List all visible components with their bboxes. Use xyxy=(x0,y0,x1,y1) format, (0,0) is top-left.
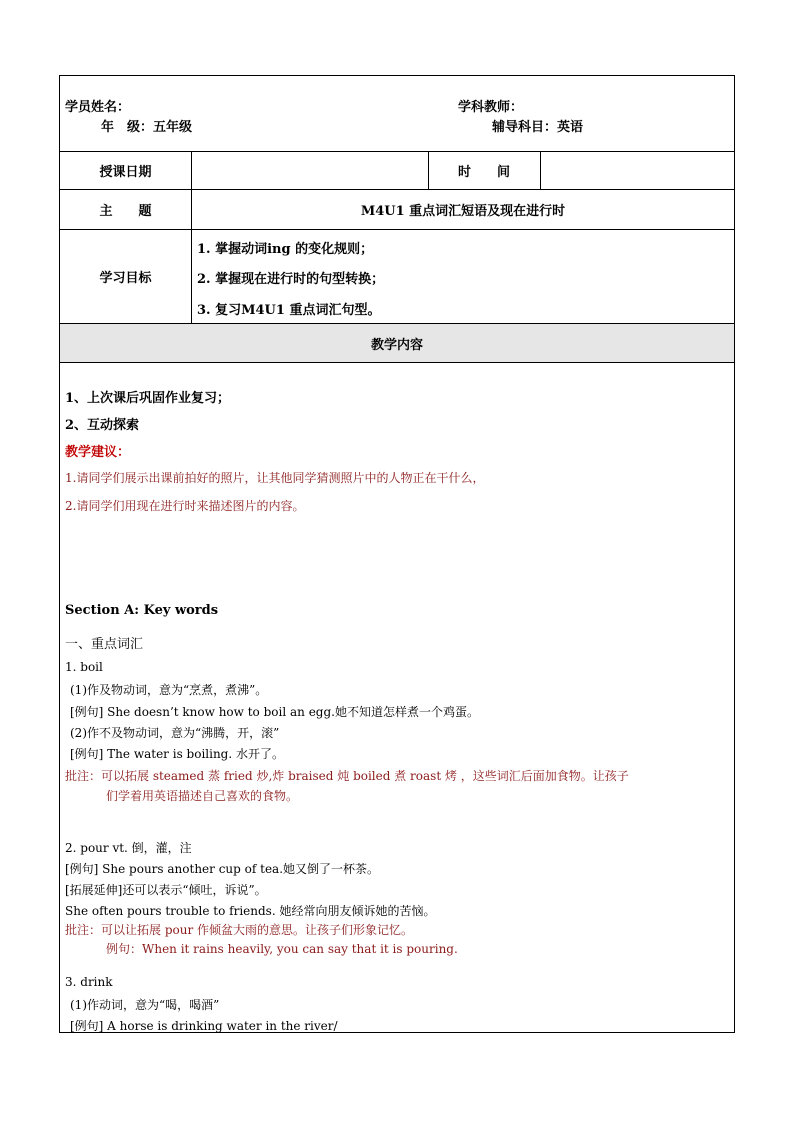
suggest-item: 1.请同学们展示出课前拍好的照片，让其他同学猜测照片中的人物正在干什么， xyxy=(65,471,485,485)
teacher-note: 批注：可以让拓展 pour 作倾盆大雨的意思。让孩子们形象记忆。 xyxy=(65,923,414,937)
teacher-note: 例句：When it rains heavily, you can say that it is pouring. xyxy=(106,942,458,956)
time-value xyxy=(540,152,735,189)
goal-item: 3. 复习M4U1 重点词汇句型。 xyxy=(197,303,381,318)
topic-row xyxy=(60,190,734,230)
content-label: 教学内容 xyxy=(370,337,423,353)
word-definition: (1)作动词，意为“喝，喝酒” xyxy=(70,998,220,1012)
step-review: 1、上次课后巩固作业复习； xyxy=(65,391,231,406)
topic-value: M4U1 重点词汇短语及现在进行时 xyxy=(360,204,566,219)
word-title: 2. pour vt. 倒，灌，注 xyxy=(65,841,192,855)
topic-label: 主 题 xyxy=(99,204,152,219)
word-example: She often pours trouble to friends. 她经常向朋友倾诉她的苦恼。 xyxy=(65,904,436,918)
goal-item: 1. 掌握动词ing 的变化规则； xyxy=(197,242,374,257)
word-extension: [拓展延伸]还可以表示“倾吐，诉说”。 xyxy=(65,883,267,897)
teacher-note: 们学着用英语描述自己喜欢的食物。 xyxy=(106,789,299,803)
date-value xyxy=(191,152,428,189)
word-title: 3. drink xyxy=(65,975,113,989)
word-title: 1. boil xyxy=(65,660,103,674)
date-label: 授课日期 xyxy=(99,165,152,180)
word-example: [例句] A horse is drinking water in the river/ xyxy=(70,1019,338,1033)
subject-label: 辅导科目：英语 xyxy=(492,120,584,135)
student-name-label: 学员姓名： xyxy=(65,100,131,115)
goal-item: 2. 掌握现在进行时的句型转换； xyxy=(197,272,385,287)
word-definition: (2)作不及物动词，意为“沸腾，开，滚” xyxy=(70,726,280,740)
date-time-row xyxy=(60,152,734,190)
section-title: Section A: Key words xyxy=(65,603,219,618)
word-example: [例句] She pours another cup of tea.她又倒了一杯茶。 xyxy=(65,862,380,876)
content-heading-row xyxy=(60,324,734,363)
word-example: [例句] She doesn’t know how to boil an egg.她不知道怎样煮一个鸡蛋。 xyxy=(70,705,479,719)
lesson-plan-table xyxy=(59,75,735,1033)
goals-row xyxy=(60,230,734,324)
suggest-title: 教学建议： xyxy=(65,445,131,460)
goals-label: 学习目标 xyxy=(99,271,152,286)
time-label: 时 间 xyxy=(457,165,510,180)
vocab-title: 一、重点词汇 xyxy=(65,637,144,652)
teacher-note: 批注：可以拓展 steamed 蒸 fried 炒,炸 braised 炖 boiled 煮 roast 烤 ，这些词汇后面加食物。让孩子 xyxy=(65,769,629,783)
word-definition: (1)作及物动词，意为“烹煮，煮沸”。 xyxy=(70,683,268,697)
teacher-label: 学科教师： xyxy=(458,100,524,115)
grade-label: 年 级：五年级 xyxy=(101,120,193,135)
suggest-item: 2.请同学们用现在进行时来描述图片的内容。 xyxy=(65,499,305,513)
header-row xyxy=(60,76,734,152)
step-explore: 2、互动探索 xyxy=(65,418,140,433)
word-example: [例句] The water is boiling. 水开了。 xyxy=(70,747,284,761)
